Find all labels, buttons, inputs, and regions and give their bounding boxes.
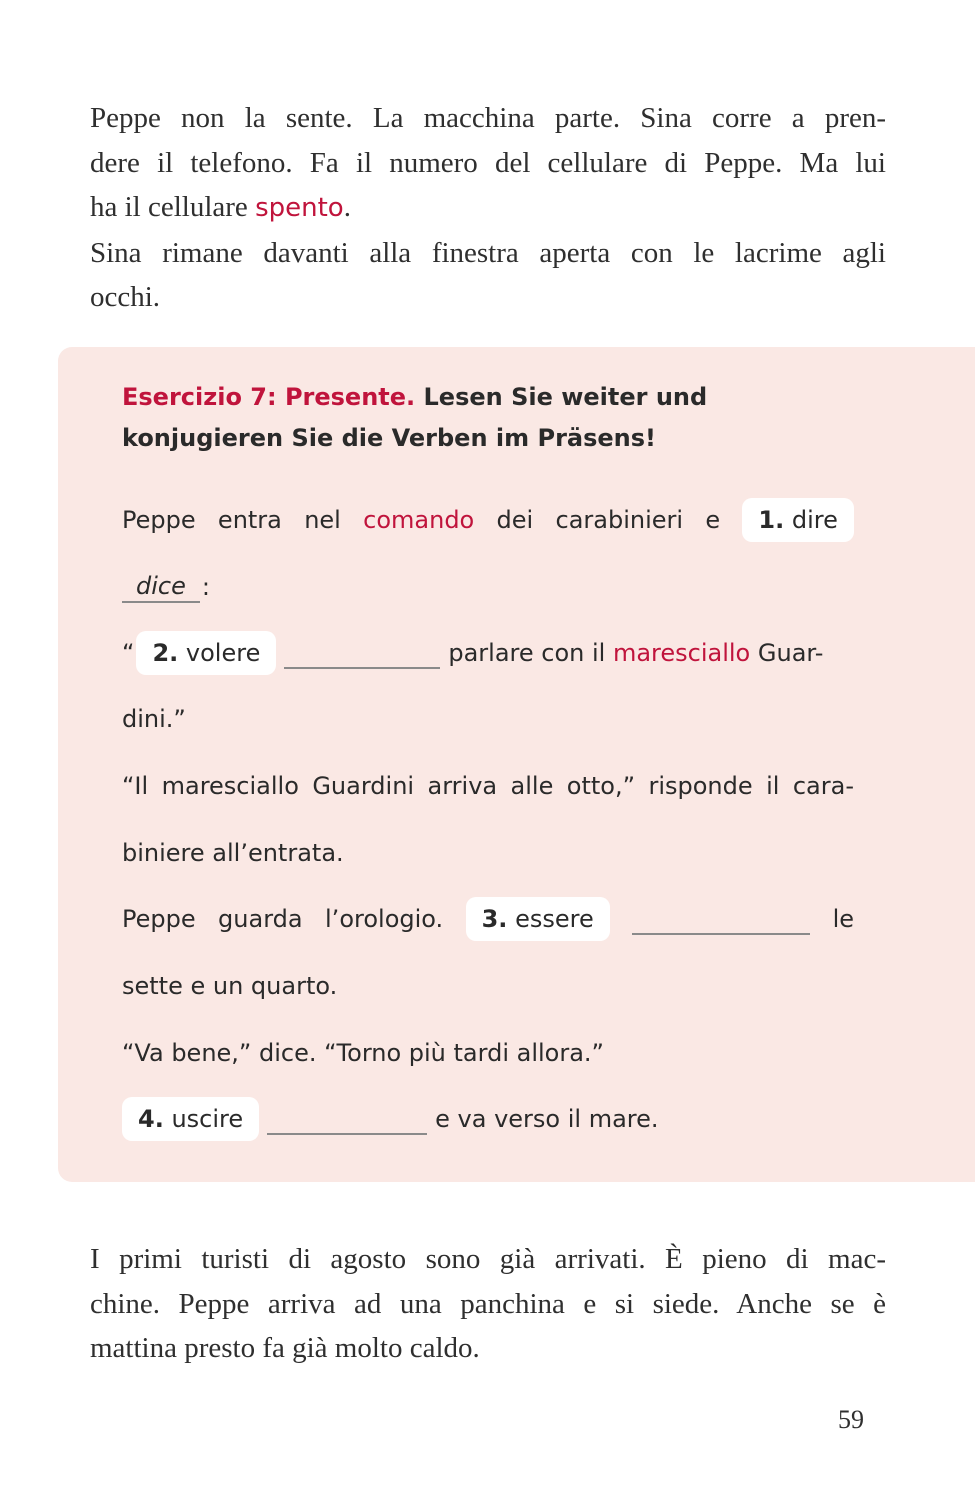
colon: : — [201, 573, 210, 601]
verb-prompt-3 — [466, 897, 610, 941]
exercise-row-7 — [122, 897, 854, 941]
verb-infinitive: uscire — [171, 1105, 244, 1133]
exercise-row-8: sette e un quarto. — [122, 972, 338, 1000]
verb-infinitive: dire — [791, 506, 838, 534]
exercise-row-1 — [122, 498, 854, 542]
exercise-row-5: “Il maresciallo Guardini arriva alle otto,” risponde il cara- — [122, 772, 854, 800]
story-line: I primi turisti di agosto sono già arrivati. È pieno di mac- — [90, 1243, 886, 1275]
verb-prompt-2 — [136, 631, 276, 675]
answer-field-1[interactable]: dice — [122, 571, 200, 603]
page-number: 59 — [838, 1405, 864, 1434]
answer-field-4[interactable] — [267, 1103, 427, 1135]
story-text: . — [343, 191, 351, 223]
word: entra — [217, 506, 282, 534]
verb-prompt-4 — [122, 1097, 259, 1141]
exercise-row-3 — [122, 631, 854, 675]
verb-infinitive: volere — [185, 639, 261, 667]
vocab-highlight-spento: spento — [255, 193, 344, 223]
word: e — [705, 506, 721, 534]
word: l’orologio. — [325, 905, 444, 933]
exercise-row-6: biniere all’entrata. — [122, 839, 344, 867]
exercise-row-10 — [122, 1097, 854, 1141]
exercise-row-9: “Va bene,” dice. “Torno più tardi allora.” — [122, 1039, 604, 1067]
exercise-title — [122, 377, 854, 417]
vocab-highlight-maresciallo: maresciallo — [612, 639, 751, 667]
exercise-instruction: Lesen Sie weiter und — [415, 383, 708, 411]
verb-prompt-1 — [742, 498, 853, 542]
story-line: Sina rimane davanti alla finestra aperta con le lacrime agli — [90, 236, 886, 269]
story-line: dere il telefono. Fa il numero del cellulare di Peppe. Ma lui — [90, 146, 886, 179]
word: Peppe — [122, 905, 196, 933]
item-number: 1. — [758, 506, 785, 534]
word: carabinieri — [555, 506, 684, 534]
open-quote: “ — [122, 639, 135, 667]
item-number: 2. — [152, 639, 179, 667]
answer-field-2[interactable] — [284, 637, 440, 669]
verb-infinitive: essere — [515, 905, 594, 933]
exercise-title-label: Esercizio 7: Presente. — [122, 383, 416, 411]
story-line: mattina presto fa già molto caldo. — [90, 1332, 480, 1364]
exercise-row-2 — [122, 565, 854, 609]
story-line: chine. Peppe arriva ad una panchina e si siede. Anche se è — [90, 1287, 886, 1320]
story-line: Peppe non la sente. La macchina parte. Sina corre a pren- — [90, 102, 886, 134]
story-line: occhi. — [90, 281, 161, 313]
word: le — [832, 905, 854, 933]
story-text-top — [90, 96, 886, 320]
word: nel — [304, 506, 341, 534]
word: dei — [496, 506, 534, 534]
exercise-instruction-line2: konjugieren Sie die Verben im Präsens! — [122, 424, 656, 452]
story-text-bottom — [90, 1237, 886, 1371]
item-number: 4. — [138, 1105, 164, 1133]
word: guarda — [218, 905, 303, 933]
item-number: 3. — [481, 905, 508, 933]
story-text: ha il cellulare — [90, 191, 256, 223]
vocab-highlight-comando: comando — [363, 506, 475, 534]
answer-field-3[interactable] — [632, 903, 810, 935]
word: Peppe — [122, 506, 196, 534]
sentence-text: parlare con il — [448, 639, 613, 667]
sentence-text: e va verso il mare. — [435, 1105, 659, 1133]
exercise-row-4: dini.” — [122, 705, 186, 733]
sentence-text: Guar- — [750, 639, 824, 667]
story-line — [90, 185, 886, 231]
